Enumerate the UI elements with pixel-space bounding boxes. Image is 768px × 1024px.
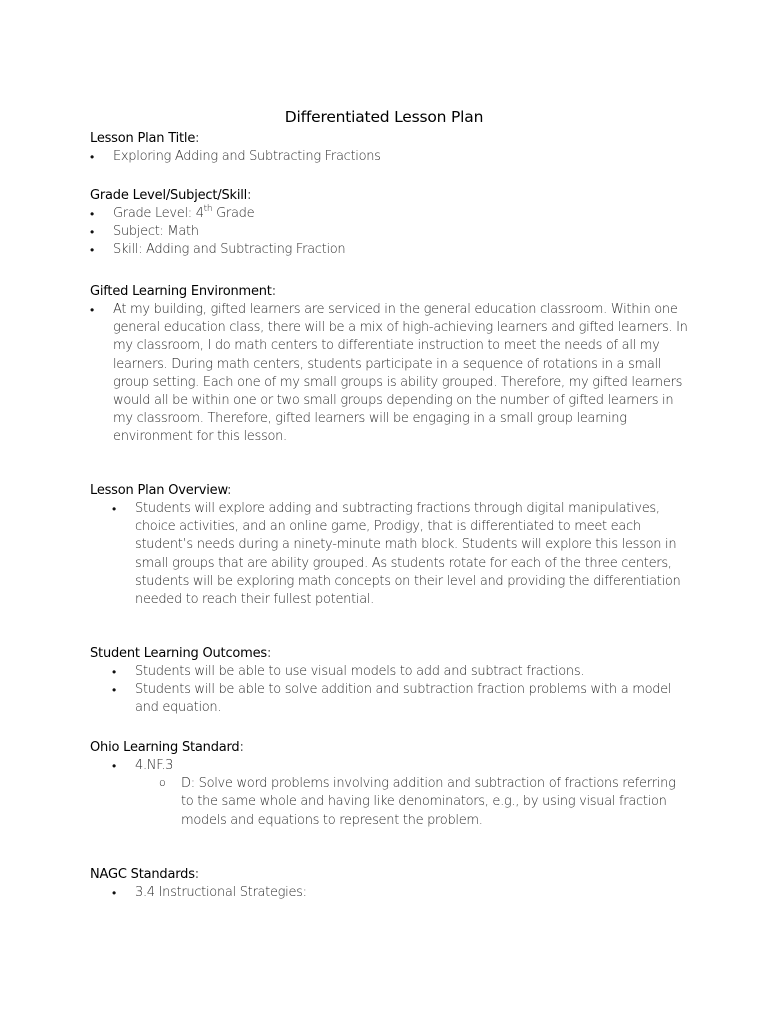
list-item-text: At my building, gifted learners are serviced in the general education classroom. Within one general education class, there will be a mix of high-achieving learners and gifted learners. In my classroom, I do math centers to differentiate instruction to meet the needs of all my learners. During math centers, students participate in a sequence of rotations in a small group setting. Each one of my small groups is ability grouped. Therefore, my gifted learners would all be within one or two small groups depending on the number of gifted learners in my classroom. Therefore, gifted learners will be engaging in a small group learning environment for this lesson. bbox=[113, 302, 688, 445]
list-item-skill bbox=[90, 241, 690, 259]
section-environment bbox=[90, 283, 690, 447]
bullet-list bbox=[90, 757, 690, 775]
list-item bbox=[90, 500, 690, 609]
heading-colon: : bbox=[194, 867, 199, 882]
section-heading bbox=[90, 645, 690, 663]
list-item-text: 3.4 Instructional Strategies: bbox=[135, 885, 307, 900]
bullet-list bbox=[90, 205, 690, 260]
list-item-subject bbox=[90, 223, 690, 241]
heading-colon: : bbox=[271, 284, 276, 299]
section-heading bbox=[90, 482, 690, 500]
list-item bbox=[90, 148, 690, 166]
circle-bullet-icon: o bbox=[159, 776, 166, 790]
list-item-text: Students will be able to use visual models to add and subtract fractions. bbox=[135, 664, 585, 679]
list-item-text: 4.NF.3 bbox=[135, 758, 174, 773]
heading-colon: : bbox=[266, 646, 272, 661]
list-item-text: Students will be able to solve addition and subtraction fraction problems with a model and equation. bbox=[135, 682, 672, 716]
section-outcomes bbox=[90, 645, 690, 718]
list-item bbox=[90, 663, 690, 681]
list-item bbox=[90, 301, 690, 447]
heading-colon: : bbox=[247, 188, 252, 203]
section-nagc bbox=[90, 866, 690, 902]
heading-text: Student Learning Outcomes bbox=[90, 646, 267, 661]
list-item-text: Skill: Adding and Subtracting Fraction bbox=[113, 242, 346, 258]
section-heading bbox=[90, 130, 690, 148]
heading-colon: : bbox=[195, 131, 200, 146]
section-heading bbox=[90, 283, 690, 301]
bullet-icon: • bbox=[112, 886, 116, 900]
list-item-text: D: Solve word problems involving addition and subtraction of fractions referring to the same whole and having like denominators, e.g., by using visual fraction models and equations to represent the problem. bbox=[181, 776, 676, 828]
bullet-icon: • bbox=[90, 303, 94, 317]
list-item-grade bbox=[90, 205, 690, 223]
list-item bbox=[90, 681, 690, 717]
heading-text: Gifted Learning Environment bbox=[90, 284, 272, 299]
sub-list-item bbox=[159, 775, 690, 830]
heading-colon: : bbox=[227, 483, 232, 498]
document-title: Differentiated Lesson Plan bbox=[284, 108, 484, 126]
section-overview bbox=[90, 482, 690, 609]
heading-text: Lesson Plan Overview bbox=[90, 483, 228, 498]
list-item-text: Exploring Adding and Subtracting Fractions bbox=[113, 149, 381, 164]
heading-text: Ohio Learning Standard bbox=[90, 740, 240, 755]
bullet-icon: • bbox=[112, 665, 116, 679]
bullet-list bbox=[90, 500, 690, 609]
bullet-list bbox=[90, 663, 690, 718]
bullet-icon: • bbox=[112, 683, 116, 698]
bullet-icon: • bbox=[90, 150, 94, 164]
grade-prefix: Grade Level: 4 bbox=[113, 206, 204, 221]
section-heading bbox=[90, 866, 690, 884]
section-heading bbox=[90, 739, 690, 757]
heading-text: Lesson Plan Title bbox=[90, 131, 196, 146]
section-lesson-title bbox=[90, 130, 690, 166]
list-item bbox=[90, 884, 690, 902]
bullet-list bbox=[90, 884, 690, 902]
grade-superscript: th bbox=[203, 204, 213, 214]
section-ohio-standard bbox=[90, 739, 690, 830]
list-item-text: Subject: Math bbox=[113, 224, 199, 240]
bullet-icon: • bbox=[112, 759, 116, 773]
heading-text: Grade Level/Subject/Skill bbox=[90, 188, 248, 203]
list-item-text: Students will explore adding and subtracting fractions through digital manipulatives, choice activities, and an online game, Prodigy, that is differentiated to meet each student’s needs during a ninety-minute math block. Students will explore this lesson in small groups that are ability grouped. As students rotate for each of the three centers, students will be exploring math concepts on their level and providing the differentiation needed to reach their fullest potential. bbox=[135, 501, 681, 608]
heading-text: NAGC Standards bbox=[90, 867, 195, 882]
bullet-list bbox=[90, 301, 690, 447]
list-item bbox=[90, 757, 690, 775]
sub-bullet-list bbox=[159, 775, 690, 830]
bullet-icon: • bbox=[112, 502, 116, 516]
bullet-list bbox=[90, 148, 690, 166]
heading-colon: : bbox=[239, 740, 244, 755]
bullet-icon: • bbox=[90, 207, 94, 221]
section-grade-level bbox=[90, 187, 690, 260]
grade-suffix: Grade bbox=[212, 206, 255, 221]
section-heading bbox=[90, 187, 690, 205]
bullet-icon: • bbox=[90, 225, 94, 240]
bullet-icon: • bbox=[90, 243, 94, 258]
